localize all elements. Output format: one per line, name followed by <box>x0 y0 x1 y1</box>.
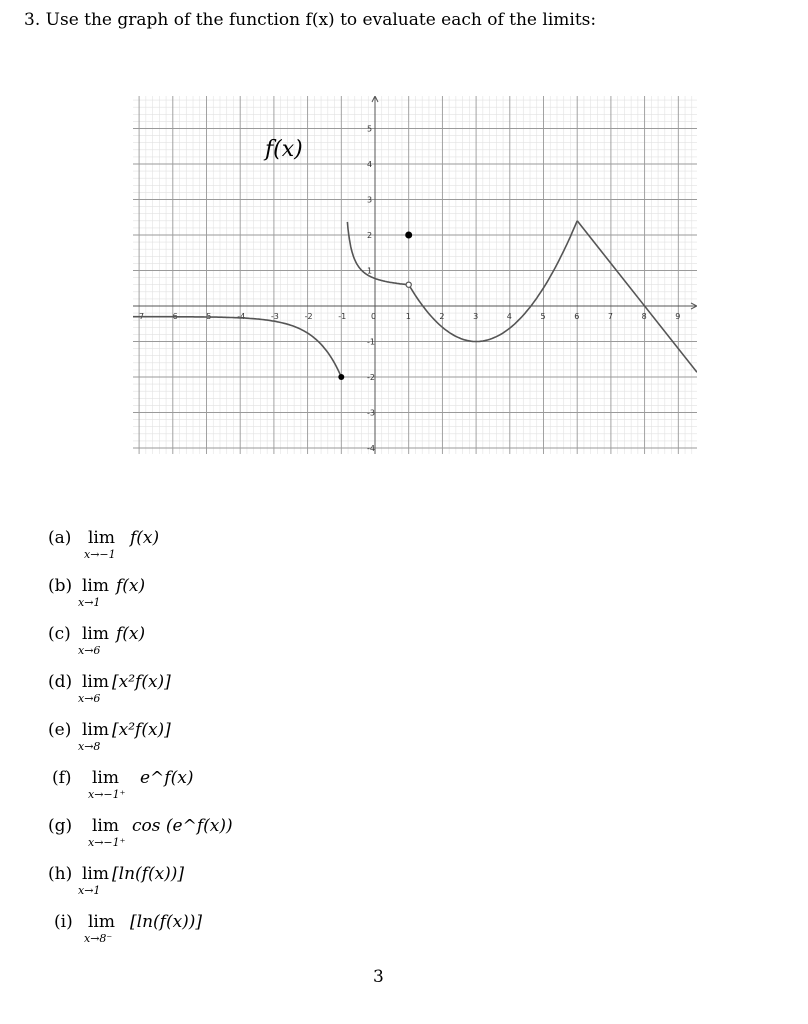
function-label: f(x) <box>265 137 303 162</box>
part-g <box>48 816 448 864</box>
x-tick-label: -7 <box>136 312 145 321</box>
parabola-branch <box>409 221 578 342</box>
part-d <box>48 672 448 720</box>
part-f <box>48 768 448 816</box>
y-tick-label: 3 <box>367 195 373 205</box>
lim-word: lim <box>88 912 115 932</box>
part-label: (d) <box>48 672 73 692</box>
lim-subscript: x→−1⁺ <box>88 836 126 849</box>
x-tick-label: 5 <box>540 312 546 321</box>
limit-expression: f(x) <box>116 624 146 644</box>
lim-word: lim <box>88 528 115 548</box>
y-tick-label: 5 <box>367 124 373 134</box>
lim-word: lim <box>82 864 109 884</box>
part-c <box>48 624 448 672</box>
closed-point <box>405 232 412 239</box>
limit-expression: e^f(x) <box>140 768 194 788</box>
closed-point <box>338 374 344 380</box>
grid <box>133 96 697 454</box>
x-tick-label: 3 <box>473 312 479 321</box>
x-tick-label: 8 <box>641 312 647 321</box>
x-tick-label: 9 <box>675 312 681 321</box>
function-graph <box>133 96 697 454</box>
part-label: (g) <box>48 816 73 836</box>
x-tick-label: 1 <box>405 312 411 321</box>
question-header <box>24 10 596 30</box>
lim-subscript: x→6 <box>78 644 101 657</box>
part-i <box>48 912 448 960</box>
part-a <box>48 528 448 576</box>
lim-word: lim <box>92 768 119 788</box>
y-tick-label: -1 <box>367 337 375 347</box>
lim-word: lim <box>82 720 109 740</box>
part-label: (h) <box>48 864 73 884</box>
part-label: (c) <box>48 624 71 644</box>
y-tick-label: 2 <box>367 231 373 240</box>
y-tick-label: 1 <box>367 266 373 276</box>
linear-branch <box>577 221 697 372</box>
x-tick-label: -1 <box>338 312 347 321</box>
y-tick-label: 4 <box>367 160 373 169</box>
limit-expression: f(x) <box>130 528 160 548</box>
question-number: 3. <box>24 10 41 30</box>
y-tick-label: -2 <box>367 373 375 382</box>
lim-subscript: x→8 <box>78 740 101 753</box>
lim-subscript: x→8⁻ <box>84 932 113 945</box>
lim-word: lim <box>82 672 109 692</box>
lim-subscript: x→1 <box>78 884 101 897</box>
limit-expression: [x²f(x)] <box>112 720 171 740</box>
open-point <box>406 282 411 287</box>
lim-subscript: x→6 <box>78 692 101 705</box>
y-tick-label: -3 <box>367 408 375 418</box>
x-tick-label: 4 <box>506 312 512 321</box>
part-label: (e) <box>48 720 72 740</box>
question-text: Use the graph of the function f(x) to evaluate each of the limits: <box>45 10 597 30</box>
x-tick-label: -2 <box>304 312 313 321</box>
lim-subscript: x→−1⁺ <box>88 788 126 801</box>
left-branch <box>133 317 341 377</box>
y-tick-label: -4 <box>367 444 375 453</box>
part-e <box>48 720 448 768</box>
page-number: 3 <box>373 967 384 987</box>
part-label: (i) <box>54 912 73 932</box>
part-label: (a) <box>48 528 72 548</box>
limit-expression: cos (e^f(x)) <box>132 816 233 836</box>
lim-subscript: x→−1 <box>84 548 116 561</box>
x-tick-label: -5 <box>203 312 212 321</box>
part-b <box>48 576 448 624</box>
lim-word: lim <box>82 624 109 644</box>
part-h <box>48 864 448 912</box>
asymptote-branch <box>347 222 408 285</box>
function-curve <box>133 221 697 380</box>
tick-labels <box>136 125 680 454</box>
part-label: (b) <box>48 576 73 596</box>
x-tick-label: 2 <box>439 312 445 321</box>
limit-expression: [ln(f(x))] <box>112 864 185 884</box>
x-tick-label: -3 <box>270 312 279 321</box>
lim-word: lim <box>82 576 109 596</box>
x-tick-label: 0 <box>371 312 377 321</box>
limit-expression: f(x) <box>116 576 146 596</box>
limit-expression: [x²f(x)] <box>112 672 171 692</box>
lim-word: lim <box>92 816 119 836</box>
x-tick-label: -6 <box>169 312 178 321</box>
limit-expression: [ln(f(x))] <box>130 912 203 932</box>
x-tick-label: -4 <box>237 312 246 321</box>
parts-list <box>48 528 448 960</box>
x-tick-label: 6 <box>574 312 580 321</box>
x-tick-label: 7 <box>607 312 613 321</box>
lim-subscript: x→1 <box>78 596 101 609</box>
part-label: (f) <box>52 768 72 788</box>
